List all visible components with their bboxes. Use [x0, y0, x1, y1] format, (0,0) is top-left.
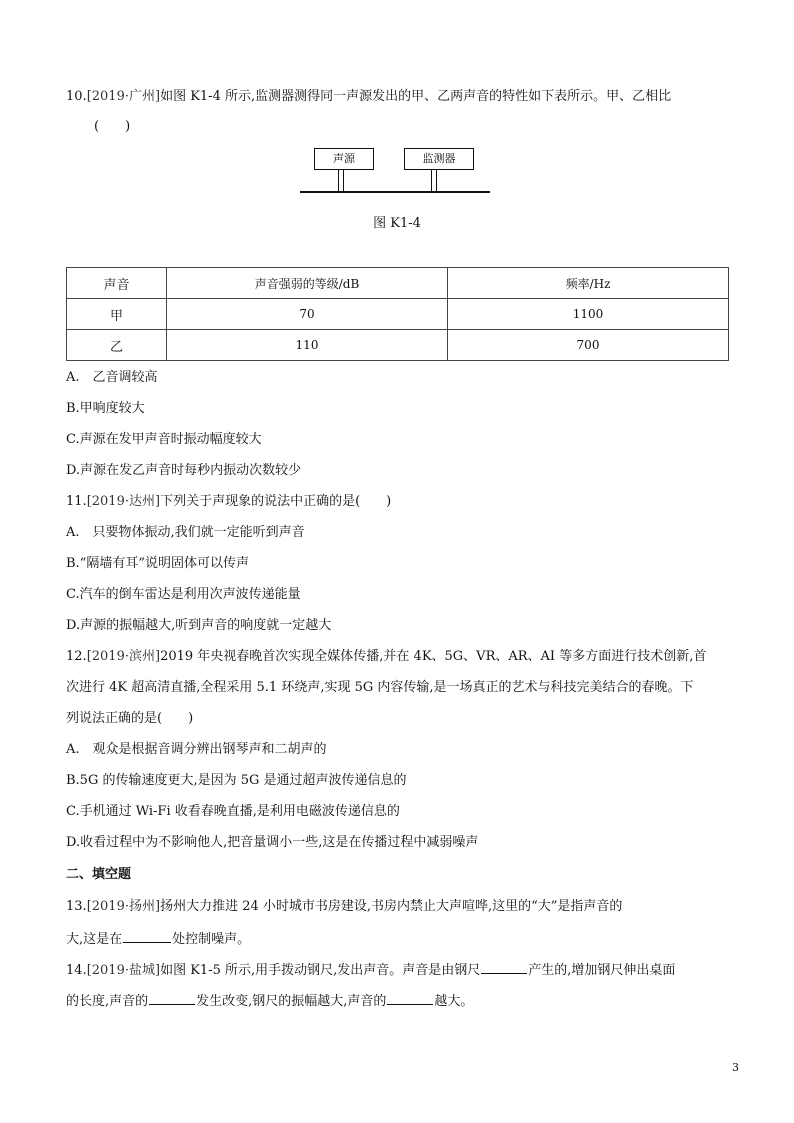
q13-text-line1: 扬州大力推进 24 小时城市书房建设,书房内禁止大声喧哗,这里的“大”是指声音的 [160, 899, 623, 914]
q10-stem [66, 89, 671, 105]
q12-text-line1: 2019 年央视春晚首次实现全媒体传播,并在 4K、5G、VR、AR、AI 等多方面进行技术创新,首 [160, 649, 707, 664]
q12-text-line3: 列说法正确的是( ) [66, 711, 194, 726]
q11-source: [2019·达州] [86, 494, 161, 509]
q11-option-d: D.声源的振幅越大,听到声音的响度就一定越大 [66, 618, 332, 633]
q13-text-2a: 大,这是在 [66, 932, 123, 947]
monitor-box: 监测器 [404, 148, 474, 170]
q10-option-b: B.甲响度较大 [66, 401, 145, 416]
answer-blank[interactable] [387, 992, 433, 1005]
q13-line2 [66, 930, 250, 948]
q12-option-a: A. 观众是根据音调分辨出钢琴声和二胡声的 [66, 742, 327, 757]
answer-blank[interactable] [123, 930, 171, 943]
q12-option-d: D.收看过程中为不影响他人,把音量调小一些,这是在传播过程中减弱噪声 [66, 835, 479, 850]
q14-text-2a: 的长度,声音的 [66, 994, 149, 1009]
table-row [67, 330, 729, 361]
table-cell: 110 [167, 330, 448, 361]
table-row [67, 299, 729, 330]
q12-text-line2: 次进行 4K 超高清直播,全程采用 5.1 环绕声,实现 5G 内容传输,是一场真正的艺术与科技完美结合的春晚。下 [66, 680, 694, 695]
q14-text-2b: 发生改变,钢尺的振幅越大,声音的 [196, 994, 387, 1009]
q14-text-1a: 如图 K1-5 所示,用手拨动钢尺,发出声音。声音是由钢尺 [160, 963, 481, 978]
source-stand [338, 170, 344, 191]
table-header: 声音强弱的等级/dB [167, 268, 448, 299]
table-cell: 700 [448, 330, 729, 361]
figure-caption: 图 K1-4 [373, 216, 421, 231]
q14-stem [66, 961, 675, 979]
q12-number: 12. [66, 649, 87, 664]
section-heading: 二、填空题 [66, 867, 132, 882]
q11-number: 11. [66, 494, 87, 509]
q12-option-b: B.5G 的传输速度更大,是因为 5G 是通过超声波传递信息的 [66, 773, 407, 788]
monitor-stand [431, 170, 437, 191]
table-header: 声音 [67, 268, 167, 299]
table-cell: 甲 [67, 299, 167, 330]
q11-option-a: A. 只要物体振动,我们就一定能听到声音 [66, 525, 305, 540]
table-header-row [67, 268, 729, 299]
table-cell: 乙 [67, 330, 167, 361]
q11-option-b: B.“隔墙有耳”说明固体可以传声 [66, 556, 249, 571]
answer-blank[interactable] [481, 961, 527, 974]
ground-line [300, 191, 490, 193]
q14-text-2c: 越大。 [434, 994, 474, 1009]
q10-source: [2019·广州] [86, 89, 161, 104]
q14-source: [2019·盐城] [86, 963, 161, 978]
q14-line2 [66, 992, 473, 1010]
sound-properties-table [66, 267, 729, 361]
q10-option-c: C.声源在发甲声音时振动幅度较大 [66, 432, 262, 447]
q13-text-2b: 处控制噪声。 [172, 932, 251, 947]
q14-number: 14. [66, 963, 87, 978]
table-header: 频率/Hz [448, 268, 729, 299]
answer-blank[interactable] [149, 992, 195, 1005]
table-cell: 1100 [448, 299, 729, 330]
q11-text: 下列关于声现象的说法中正确的是( ) [160, 494, 392, 509]
table-cell: 70 [167, 299, 448, 330]
sound-source-box: 声源 [314, 148, 374, 170]
sound-monitor-diagram [300, 148, 492, 196]
page-number: 3 [732, 1061, 739, 1074]
q10-text: 如图 K1-4 所示,监测器测得同一声源发出的甲、乙两声音的特性如下表所示。甲、乙相比 [160, 89, 672, 104]
q10-option-d: D.声源在发乙声音时每秒内振动次数较少 [66, 463, 302, 478]
q11-option-c: C.汽车的倒车雷达是利用次声波传递能量 [66, 587, 301, 602]
q10-option-a: A. 乙音调较高 [66, 370, 158, 385]
q12-stem [66, 649, 706, 665]
q12-source: [2019·滨州] [86, 649, 161, 664]
q13-number: 13. [66, 899, 87, 914]
q13-stem [66, 899, 622, 915]
q10-answer-paren: ( ) [94, 119, 131, 134]
q13-source: [2019·扬州] [86, 899, 161, 914]
q12-option-c: C.手机通过 Wi-Fi 收看春晚直播,是利用电磁波传递信息的 [66, 804, 400, 819]
q11-stem [66, 494, 391, 510]
q10-number: 10. [66, 89, 87, 104]
q14-text-1b: 产生的,增加钢尺伸出桌面 [528, 963, 676, 978]
